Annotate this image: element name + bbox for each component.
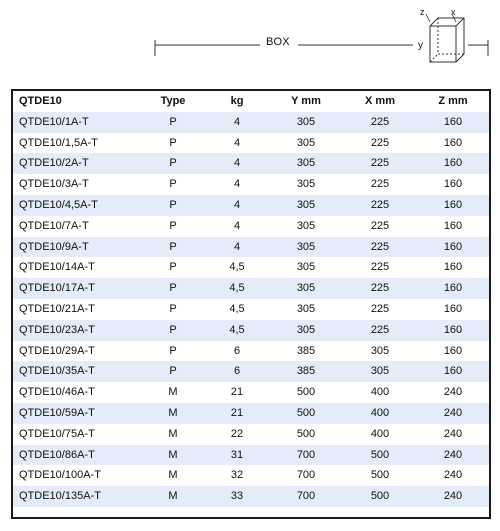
- table-header-row: [13, 91, 489, 112]
- cell-y-mm: 305: [269, 257, 343, 278]
- cell-x-mm: 305: [343, 341, 417, 362]
- cell-x-mm: 500: [343, 445, 417, 466]
- cell-model: QTDE10/17A-T: [13, 278, 141, 299]
- cell-x-mm: 225: [343, 299, 417, 320]
- cell-y-mm: 700: [269, 465, 343, 486]
- cell-type: M: [141, 382, 205, 403]
- cell-kg: 4,5: [205, 278, 269, 299]
- cell-kg: 22: [205, 424, 269, 445]
- cell-x-mm: 225: [343, 195, 417, 216]
- cell-x-mm: 400: [343, 424, 417, 445]
- cell-y-mm: 305: [269, 216, 343, 237]
- cell-x-mm: 500: [343, 486, 417, 507]
- cell-z-mm: 160: [417, 216, 489, 237]
- table-row: [13, 174, 489, 195]
- cell-y-mm: 700: [269, 486, 343, 507]
- table-row: [13, 133, 489, 154]
- cell-kg: 4: [205, 174, 269, 195]
- cell-kg: 4,5: [205, 257, 269, 278]
- cell-type: P: [141, 133, 205, 154]
- cell-kg: 4: [205, 195, 269, 216]
- cell-x-mm: 305: [343, 361, 417, 382]
- table-row: [13, 445, 489, 466]
- cell-z-mm: 160: [417, 320, 489, 341]
- column-header-x-mm: X mm: [343, 91, 417, 112]
- cell-z-mm: 160: [417, 112, 489, 133]
- column-header-type: Type: [141, 91, 205, 112]
- cell-model: QTDE10/2A-T: [13, 153, 141, 174]
- cell-model: QTDE10/35A-T: [13, 361, 141, 382]
- box-dimension-line: [0, 0, 500, 88]
- cell-y-mm: 500: [269, 424, 343, 445]
- table-row: [13, 112, 489, 133]
- cell-type: P: [141, 216, 205, 237]
- cell-model: QTDE10/1,5A-T: [13, 133, 141, 154]
- cell-type: P: [141, 299, 205, 320]
- cell-kg: 33: [205, 486, 269, 507]
- table-row: [13, 424, 489, 445]
- cell-type: P: [141, 257, 205, 278]
- cell-y-mm: 305: [269, 174, 343, 195]
- column-header-y-mm: Y mm: [269, 91, 343, 112]
- cell-z-mm: 160: [417, 361, 489, 382]
- cell-y-mm: 305: [269, 237, 343, 258]
- cell-model: QTDE10/4,5A-T: [13, 195, 141, 216]
- cell-kg: 4: [205, 112, 269, 133]
- cell-y-mm: 305: [269, 320, 343, 341]
- cell-kg: 4: [205, 153, 269, 174]
- cell-kg: 6: [205, 361, 269, 382]
- cell-x-mm: 225: [343, 257, 417, 278]
- box-3d-icon: [426, 14, 464, 62]
- axis-y-label: y: [418, 40, 423, 51]
- table-row: [13, 341, 489, 362]
- cell-z-mm: 160: [417, 299, 489, 320]
- cell-model: QTDE10/75A-T: [13, 424, 141, 445]
- table-row: [13, 382, 489, 403]
- table-row: [13, 465, 489, 486]
- cell-x-mm: 225: [343, 153, 417, 174]
- axis-z-label: z: [420, 7, 425, 17]
- cell-y-mm: 305: [269, 133, 343, 154]
- cell-y-mm: 700: [269, 445, 343, 466]
- cell-x-mm: 225: [343, 133, 417, 154]
- table-row: [13, 195, 489, 216]
- cell-model: QTDE10/100A-T: [13, 465, 141, 486]
- cell-type: M: [141, 424, 205, 445]
- cell-z-mm: 160: [417, 133, 489, 154]
- cell-z-mm: 160: [417, 341, 489, 362]
- cell-type: P: [141, 361, 205, 382]
- cell-y-mm: 305: [269, 195, 343, 216]
- cell-y-mm: 305: [269, 112, 343, 133]
- cell-z-mm: 240: [417, 403, 489, 424]
- cell-type: P: [141, 112, 205, 133]
- cell-kg: 31: [205, 445, 269, 466]
- table-row: [13, 257, 489, 278]
- column-header-z-mm: Z mm: [417, 91, 489, 112]
- cell-type: P: [141, 237, 205, 258]
- column-header-kg: kg: [205, 91, 269, 112]
- table-row: [13, 216, 489, 237]
- cell-kg: 21: [205, 403, 269, 424]
- box-dimension-header: [0, 0, 500, 88]
- cell-model: QTDE10/14A-T: [13, 257, 141, 278]
- cell-kg: 6: [205, 341, 269, 362]
- cell-z-mm: 160: [417, 237, 489, 258]
- cell-model: QTDE10/21A-T: [13, 299, 141, 320]
- cell-z-mm: 160: [417, 153, 489, 174]
- table-row: [13, 299, 489, 320]
- cell-z-mm: 240: [417, 424, 489, 445]
- cell-model: QTDE10/29A-T: [13, 341, 141, 362]
- cell-model: QTDE10/1A-T: [13, 112, 141, 133]
- cell-x-mm: 225: [343, 320, 417, 341]
- cell-model: QTDE10/46A-T: [13, 382, 141, 403]
- cell-type: P: [141, 195, 205, 216]
- cell-y-mm: 305: [269, 299, 343, 320]
- cell-kg: 4: [205, 133, 269, 154]
- table-body: [13, 112, 489, 507]
- cell-x-mm: 400: [343, 382, 417, 403]
- cell-kg: 4: [205, 237, 269, 258]
- cell-y-mm: 385: [269, 361, 343, 382]
- cell-type: M: [141, 465, 205, 486]
- cell-type: M: [141, 445, 205, 466]
- cell-model: QTDE10/59A-T: [13, 403, 141, 424]
- cell-type: P: [141, 341, 205, 362]
- column-header-model: QTDE10: [13, 91, 141, 112]
- cell-model: QTDE10/86A-T: [13, 445, 141, 466]
- cell-x-mm: 225: [343, 216, 417, 237]
- product-table: [13, 91, 489, 507]
- cell-x-mm: 400: [343, 403, 417, 424]
- cell-z-mm: 160: [417, 174, 489, 195]
- cell-z-mm: 240: [417, 382, 489, 403]
- table-row: [13, 278, 489, 299]
- cell-y-mm: 305: [269, 153, 343, 174]
- cell-z-mm: 240: [417, 486, 489, 507]
- table-row: [13, 320, 489, 341]
- cell-kg: 4,5: [205, 320, 269, 341]
- cell-model: QTDE10/7A-T: [13, 216, 141, 237]
- cell-type: P: [141, 153, 205, 174]
- product-table-frame: [11, 89, 491, 519]
- cell-model: QTDE10/9A-T: [13, 237, 141, 258]
- cell-z-mm: 160: [417, 195, 489, 216]
- cell-x-mm: 225: [343, 174, 417, 195]
- table-row: [13, 403, 489, 424]
- cell-model: QTDE10/3A-T: [13, 174, 141, 195]
- table-row: [13, 237, 489, 258]
- cell-y-mm: 500: [269, 382, 343, 403]
- cell-kg: 4: [205, 216, 269, 237]
- cell-type: M: [141, 486, 205, 507]
- table-row: [13, 361, 489, 382]
- cell-z-mm: 240: [417, 445, 489, 466]
- cell-z-mm: 160: [417, 278, 489, 299]
- cell-z-mm: 240: [417, 465, 489, 486]
- cell-x-mm: 500: [343, 465, 417, 486]
- cell-model: QTDE10/23A-T: [13, 320, 141, 341]
- cell-type: P: [141, 320, 205, 341]
- axis-x-label: x: [451, 7, 456, 17]
- cell-x-mm: 225: [343, 237, 417, 258]
- table-row: [13, 486, 489, 507]
- cell-model: QTDE10/135A-T: [13, 486, 141, 507]
- cell-x-mm: 225: [343, 112, 417, 133]
- cell-kg: 32: [205, 465, 269, 486]
- box-label: BOX: [266, 36, 290, 48]
- cell-y-mm: 500: [269, 403, 343, 424]
- cell-y-mm: 385: [269, 341, 343, 362]
- table-row: [13, 153, 489, 174]
- cell-z-mm: 160: [417, 257, 489, 278]
- cell-type: P: [141, 278, 205, 299]
- cell-type: M: [141, 403, 205, 424]
- cell-kg: 21: [205, 382, 269, 403]
- cell-type: P: [141, 174, 205, 195]
- cell-kg: 4,5: [205, 299, 269, 320]
- cell-x-mm: 225: [343, 278, 417, 299]
- cell-y-mm: 305: [269, 278, 343, 299]
